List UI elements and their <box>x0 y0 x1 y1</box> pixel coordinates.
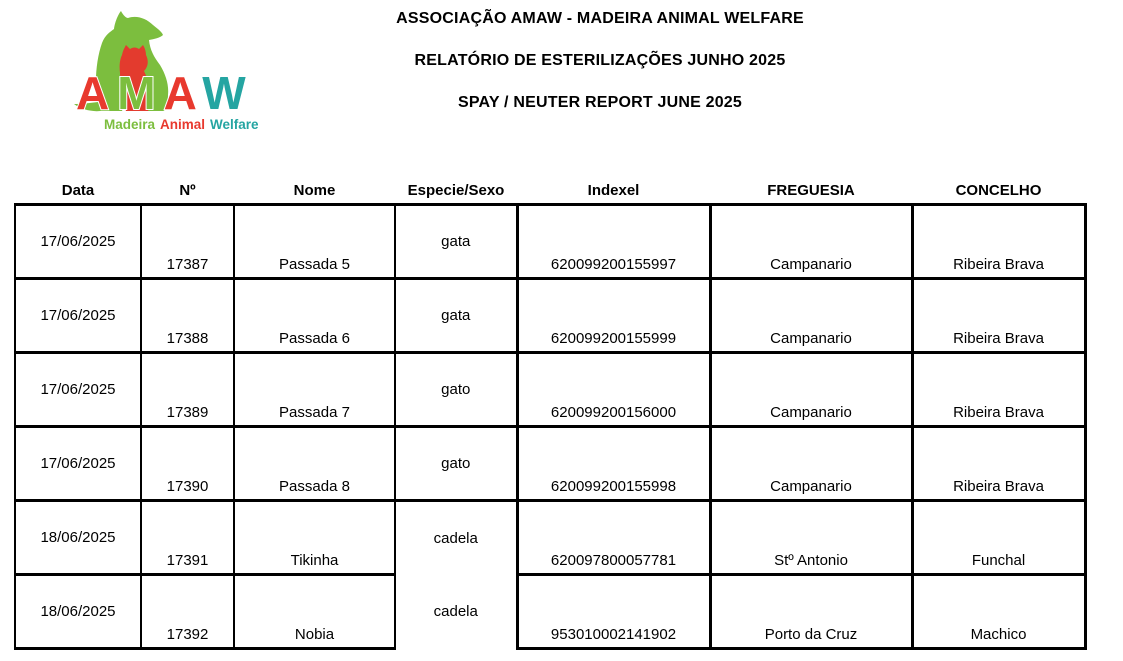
sterilization-report-table <box>14 174 1087 650</box>
cell-concelho: Ribeira Brava <box>912 353 1085 427</box>
table-row <box>15 427 1085 501</box>
cell-indexel: 620097800057781 <box>517 501 710 575</box>
cell-nome: Passada 5 <box>234 205 395 279</box>
cell-especie-sexo: gato <box>395 353 517 427</box>
cell-freguesia: Stº Antonio <box>710 501 912 575</box>
table-header-row <box>15 174 1085 205</box>
report-title-en: SPAY / NEUTER REPORT JUNE 2025 <box>457 94 743 111</box>
cell-n: 17391 <box>141 501 234 575</box>
cell-n: 17388 <box>141 279 234 353</box>
cell-especie-sexo: gata <box>395 279 517 353</box>
cell-concelho: Ribeira Brava <box>912 205 1085 279</box>
cell-especie-sexo: cadela <box>395 575 517 649</box>
column-header-freguesia: FREGUESIA <box>767 182 855 199</box>
cell-nome: Passada 7 <box>234 353 395 427</box>
cell-concelho: Machico <box>912 575 1085 649</box>
cell-nome: Passada 8 <box>234 427 395 501</box>
cell-nome: Passada 6 <box>234 279 395 353</box>
cell-indexel: 953010002141902 <box>517 575 710 649</box>
column-header-especie-sexo: Especie/Sexo <box>407 182 505 199</box>
cell-especie-sexo: cadela <box>395 501 517 575</box>
column-header-nome: Nome <box>293 182 336 199</box>
org-title: ASSOCIAÇÃO AMAW - MADEIRA ANIMAL WELFARE <box>396 10 804 27</box>
cell-concelho: Funchal <box>912 501 1085 575</box>
cell-nome: Tikinha <box>234 501 395 575</box>
table-row <box>15 353 1085 427</box>
cell-data: 18/06/2025 <box>15 575 141 649</box>
cell-indexel: 620099200155998 <box>517 427 710 501</box>
logo-graphic <box>70 5 265 143</box>
report-title-pt: RELATÓRIO DE ESTERILIZAÇÕES JUNHO 2025 <box>414 52 786 69</box>
cell-especie-sexo: gata <box>395 205 517 279</box>
cell-especie-sexo: gato <box>395 427 517 501</box>
amaw-logo <box>70 5 265 143</box>
cell-indexel: 620099200155999 <box>517 279 710 353</box>
logo-acronym-text: AMAW <box>76 67 254 119</box>
cell-indexel: 620099200156000 <box>517 353 710 427</box>
column-header-data: Data <box>61 182 95 199</box>
cell-concelho: Ribeira Brava <box>912 427 1085 501</box>
cell-indexel: 620099200155997 <box>517 205 710 279</box>
table-row <box>15 205 1085 279</box>
column-header-concelho: CONCELHO <box>955 182 1042 199</box>
table-row <box>15 575 1085 649</box>
cell-freguesia: Campanario <box>710 427 912 501</box>
table-row <box>15 501 1085 575</box>
cell-data: 18/06/2025 <box>15 501 141 575</box>
cell-n: 17390 <box>141 427 234 501</box>
column-header-n: Nº <box>179 182 196 199</box>
table-row <box>15 279 1085 353</box>
cell-n: 17387 <box>141 205 234 279</box>
cell-data: 17/06/2025 <box>15 427 141 501</box>
cell-n: 17389 <box>141 353 234 427</box>
cell-n: 17392 <box>141 575 234 649</box>
cell-freguesia: Campanario <box>710 279 912 353</box>
cell-freguesia: Campanario <box>710 353 912 427</box>
logo-tagline-text: Madeira Animal Welfare <box>104 117 259 132</box>
cell-concelho: Ribeira Brava <box>912 279 1085 353</box>
cell-data: 17/06/2025 <box>15 205 141 279</box>
column-header-indexel: Indexel <box>587 182 640 199</box>
cell-data: 17/06/2025 <box>15 353 141 427</box>
cell-nome: Nobia <box>234 575 395 649</box>
cell-freguesia: Porto da Cruz <box>710 575 912 649</box>
cell-freguesia: Campanario <box>710 205 912 279</box>
cell-data: 17/06/2025 <box>15 279 141 353</box>
